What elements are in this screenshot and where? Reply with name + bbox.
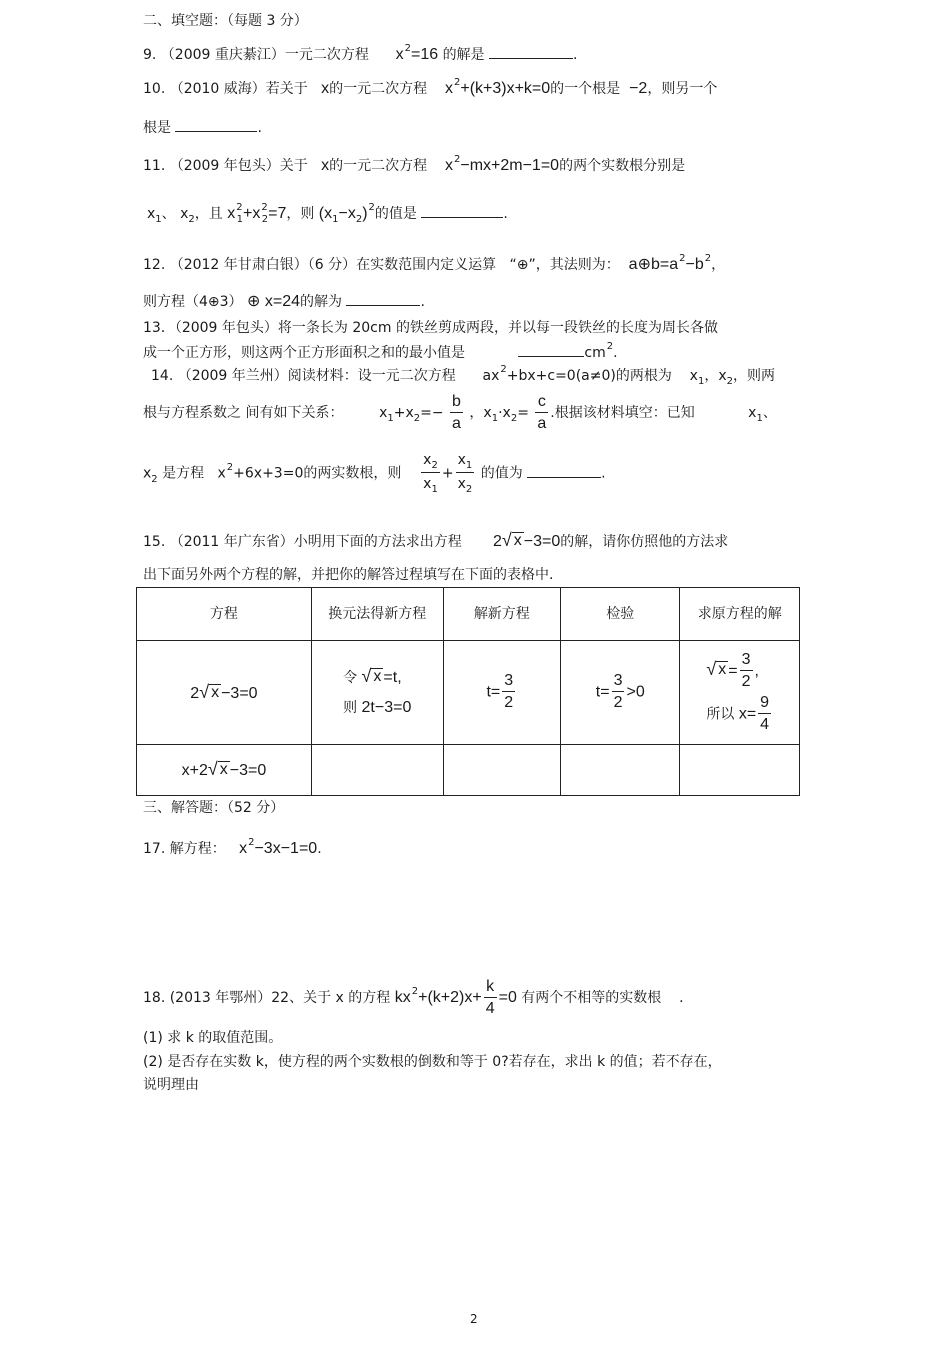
question-15-line-2: 出下面另外两个方程的解，并把你的解答过程填写在下面的表格中.: [143, 567, 554, 583]
question-14-line-2: 根与方程系数之 间有如下关系： $x_1+x_2=-$ $\frac{b}{a}$ ，$x_1\cdot x_2=$ $\frac{c}{a}$ .根据该材料填空：已知 $x_1$、: [143, 391, 777, 437]
row2-equation: x+2 √ x −3=0: [137, 745, 312, 796]
answer-blank-9[interactable]: [489, 44, 573, 59]
question-18-part-2-line-1: (2) 是否存在实数 k，使方程的两个实数根的倒数和等于 0?若存在，求出 k 的值；若不存在，: [143, 1054, 722, 1070]
header-solve-new: 解新方程: [443, 588, 560, 641]
answer-blank-11[interactable]: [421, 203, 503, 218]
question-11-line-1: 11. （2009 年包头）关于 x的一元二次方程 $x^2-mx+2m-1=0$的两个实数根分别是: [143, 154, 686, 174]
row1-substitution: 令 √ x =t, 则 2t−3=0: [311, 641, 443, 745]
row2-substitution-blank[interactable]: [311, 745, 443, 796]
question-18-part-2-line-2: 说明理由: [143, 1077, 199, 1093]
answer-blank-12[interactable]: [346, 291, 420, 306]
question-10-line-2: 根是 .: [143, 117, 262, 137]
table-row: [137, 745, 800, 796]
row1-original-solution: √ x = $\frac{3}{2}$ , 所以 x= $\frac{9}{4}$: [680, 641, 800, 745]
question-11-line-2: $x_1$、 $x_2$，且 $x^2_1+x^2_2=7$，则 $(x_1-x_2)^2$的值是 .: [147, 202, 508, 225]
question-13-line-2: 成一个正方形，则这两个正方形面积之和的最小值是 $cm^2$.: [143, 341, 618, 361]
fraction-x2-over-x1: $\frac{x_2}{x_1}$: [423, 452, 438, 495]
row1-check: t= $\frac{3}{2}$ >0: [561, 641, 680, 745]
row1-equation: 2 √ x −3=0: [137, 641, 312, 745]
header-substitution: 换元法得新方程: [311, 588, 443, 641]
question-10-line-1: 10. （2010 威海）若关于 x的一元二次方程 $x^2+(k+3)x+k=0$的一个根是 −2，则另一个: [143, 77, 718, 97]
sqrt-x: √ x: [501, 530, 522, 550]
question-18: 18. (2013 年鄂州）22、关于 x 的方程 $kx^2+(k+2)x+$ $\frac{k}{4}$ =0 有两个不相等的实数根 .: [143, 976, 684, 1022]
question-9: 9. （2009 重庆綦江）一元二次方程 $x^2=16$ 的解是 .: [143, 43, 578, 63]
fraction-k-over-4: $\frac{k}{4}$: [484, 977, 497, 1020]
question-15-line-1: 15. （2011 年广东省）小明用下面的方法求出方程 2 √ x −3=0的解，请你仿照他的方法求: [143, 530, 729, 550]
table-row: [137, 641, 800, 745]
answer-blank-10[interactable]: [175, 117, 257, 132]
question-17: 17. 解方程： $x^2-3x-1=0$.: [143, 837, 322, 857]
question-12-line-1: 12. （2012 年甘肃白银）（6 分）在实数范围内定义运算 “⊕”，其法则为： $a\oplus b=a^2-b^2$，: [143, 253, 726, 273]
row1-solve-new: t= $\frac{3}{2}$: [443, 641, 560, 745]
header-equation: 方程: [137, 588, 312, 641]
question-18-part-1: (1) 求 k 的取值范围。: [143, 1030, 283, 1046]
section-2-heading: 二、填空题：（每题 3 分）: [143, 13, 308, 29]
header-check: 检验: [561, 588, 680, 641]
row2-solve-new-blank[interactable]: [443, 745, 560, 796]
question-12-line-2: 则方程（4⊕3） ⊕ x=24的解为 .: [143, 293, 425, 310]
fraction-x1-over-x2: $\frac{x_1}{x_2}$: [457, 452, 473, 495]
header-original-solution: 求原方程的解: [680, 588, 800, 641]
question-14-line-1: 14. （2009 年兰州）阅读材料：设一元二次方程 $ax^2+bx+c=0(a\ne 0)$的两根为 $x_1$，$x_2$，则两: [151, 364, 776, 387]
answer-blank-14[interactable]: [527, 463, 601, 478]
page-number: 2: [470, 1312, 478, 1326]
solution-table: [136, 587, 800, 796]
question-14-line-3: $x_2$ 是方程 $x^2+6x+3=0$的两实数根，则 $\frac{x_2}{x_1}$ + $\frac{x_1}{x_2}$ 的值为 .: [143, 452, 606, 495]
answer-blank-13[interactable]: [518, 342, 584, 357]
fraction-c-over-a: $\frac{c}{a}$: [535, 392, 548, 435]
question-13-line-1: 13．（2009 年包头）将一条长为 20cm 的铁丝剪成两段，并以每一段铁丝的长度为周长各做: [143, 320, 718, 336]
row2-original-solution-blank[interactable]: [680, 745, 800, 796]
fraction-b-over-a: $\frac{b}{a}$: [450, 392, 463, 435]
row2-check-blank[interactable]: [561, 745, 680, 796]
table-header-row: [137, 588, 800, 641]
section-3-heading: 三、解答题：（52 分）: [143, 800, 285, 816]
